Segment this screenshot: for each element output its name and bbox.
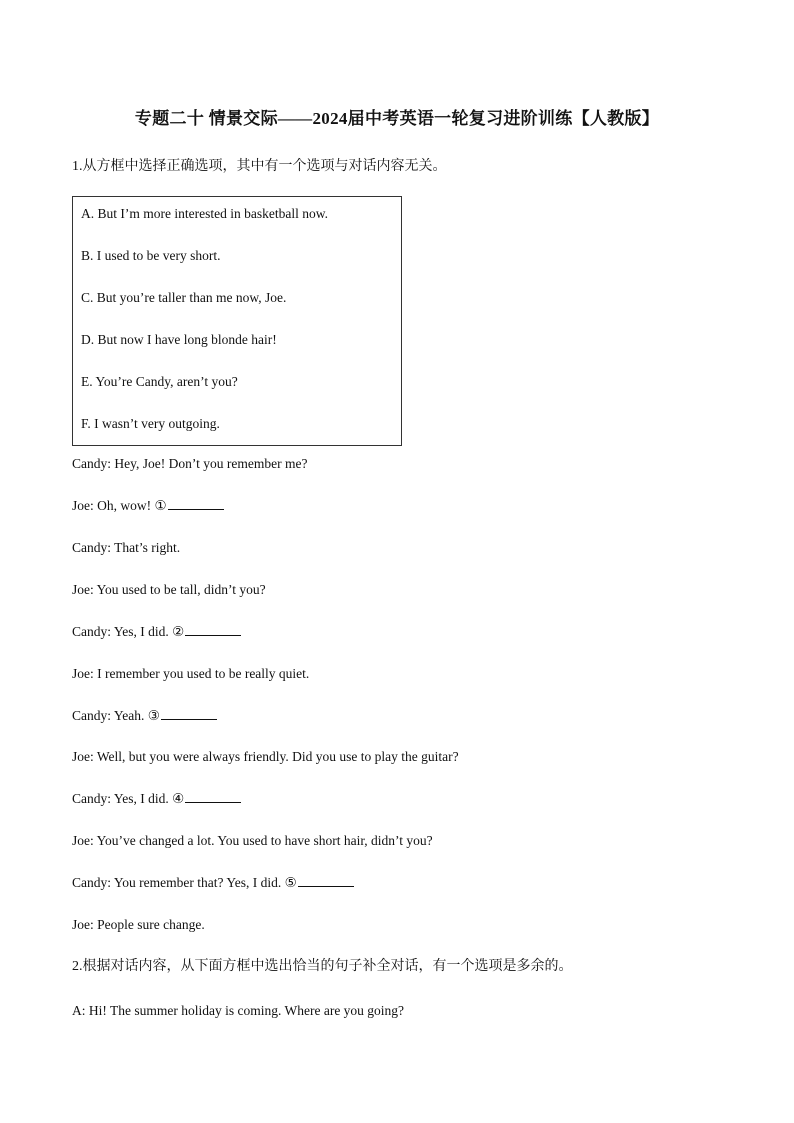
option-b: B. I used to be very short. [81,248,221,263]
answer-blank[interactable] [161,707,217,720]
blank-number: ④ [172,791,185,806]
option-a: A. But I’m more interested in basketball now. [81,206,328,221]
dialogue-line: A: Hi! The summer holiday is coming. Where are you going? [72,1003,405,1018]
dialogue-line: Candy: Hey, Joe! Don’t you remember me? [72,456,308,471]
blank-number: ③ [147,708,160,723]
dialogue-line: Candy: Yeah. ③ [72,707,217,725]
dialogue-line: Joe: Well, but you were always friendly. Did you use to play the guitar? [72,749,459,764]
answer-blank[interactable] [298,874,354,887]
blank-number: ② [172,624,185,639]
blank-number: ⑤ [284,875,297,890]
q2-instruction: 2.根据对话内容，从下面方框中选出恰当的句子补全对话，有一个选项是多余的。 [72,959,573,974]
document-title: 专题二十 情景交际——2024届中考英语一轮复习进阶训练【人教版】 [134,109,660,128]
blank-number: ① [154,498,167,513]
dialogue-line: Joe: You used to be tall, didn’t you? [72,582,266,597]
dialogue-line: Candy: Yes, I did. ② [72,623,241,641]
answer-blank[interactable] [185,790,241,803]
dialogue-line: Joe: Oh, wow! ① [72,497,224,515]
dialogue-line: Candy: Yes, I did. ④ [72,790,241,808]
q1-instruction: 1.从方框中选择正确选项，其中有一个选项与对话内容无关。 [72,159,447,174]
answer-blank[interactable] [168,497,224,510]
option-c: C. But you’re taller than me now, Joe. [81,290,287,305]
dialogue-line: Joe: I remember you used to be really quiet. [72,666,310,681]
dialogue-line: Candy: That’s right. [72,540,181,555]
dialogue-line: Joe: You’ve changed a lot. You used to have short hair, didn’t you? [72,833,433,848]
option-e: E. You’re Candy, aren’t you? [81,374,238,389]
options-box [72,196,402,446]
answer-blank[interactable] [185,623,241,636]
dialogue-line: Candy: You remember that? Yes, I did. ⑤ [72,874,354,892]
option-d: D. But now I have long blonde hair! [81,332,277,347]
option-f: F. I wasn’t very outgoing. [81,416,220,431]
dialogue-line: Joe: People sure change. [72,917,205,932]
